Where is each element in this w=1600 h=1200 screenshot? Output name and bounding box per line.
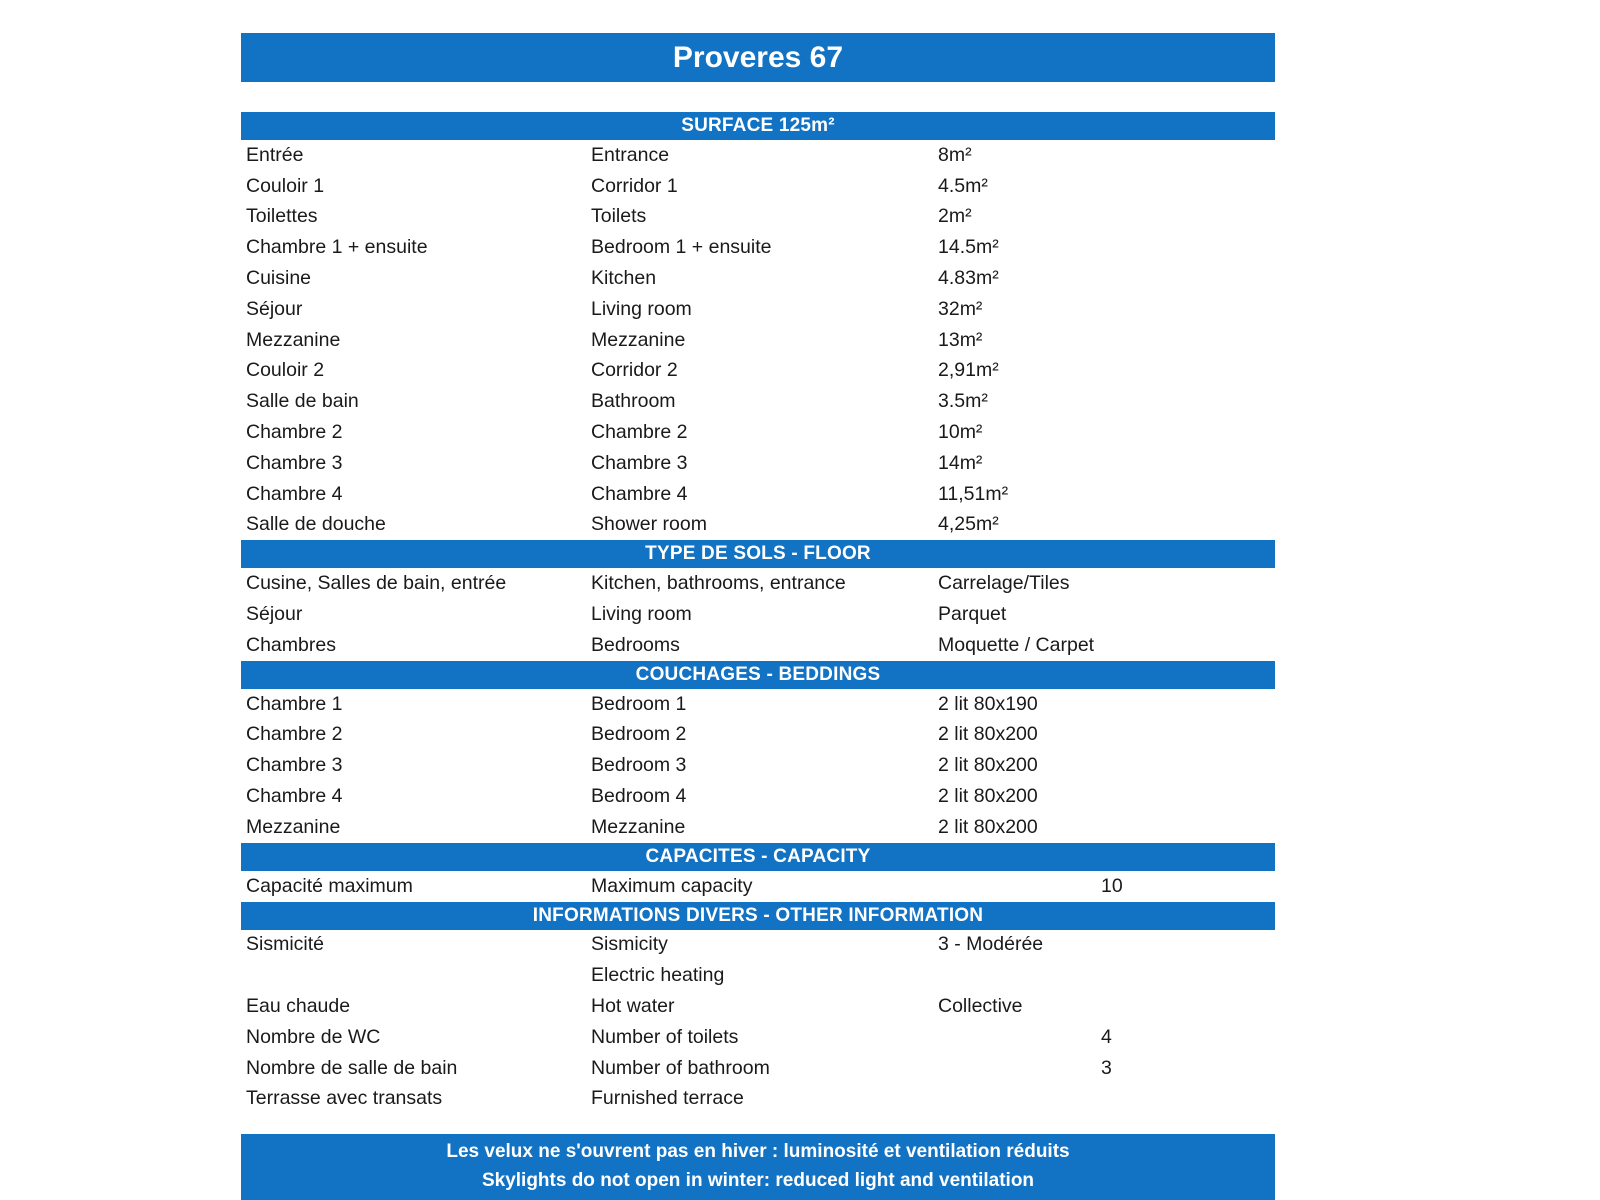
label-fr: Eau chaude [246,995,351,1018]
label-en: Bathroom [591,390,676,413]
beddings-rows [241,689,1275,843]
label-fr: Cuisine [246,267,312,290]
label-fr: Toilettes [246,205,318,228]
table-row [241,356,1275,387]
label-en: Bedrooms [591,633,680,656]
table-row [241,386,1275,417]
section-header-other-info: INFORMATIONS DIVERS - OTHER INFORMATION [241,902,1275,930]
label-fr: Chambre 2 [246,421,343,444]
label-en: Mezzanine [591,815,686,838]
table-row [241,171,1275,202]
value: 2,91m² [938,359,999,382]
label-en: Electric heating [591,964,725,987]
value: 2m² [938,205,972,228]
label-en: Sismicity [591,933,668,956]
value: Parquet [938,603,1007,626]
label-en: Chambre 3 [591,451,688,474]
label-fr: Mezzanine [246,815,341,838]
section-header-capacity: CAPACITES - CAPACITY [241,843,1275,871]
value: 2 lit 80x200 [938,815,1038,838]
value: 10m² [938,421,983,444]
label-en: Bedroom 1 + ensuite [591,236,772,259]
section-header-floors: TYPE DE SOLS - FLOOR [241,540,1275,568]
table-row [241,750,1275,781]
label-en: Bedroom 2 [591,723,687,746]
label-en: Furnished terrace [591,1087,744,1110]
value: Carrelage/Tiles [938,572,1070,595]
page-title: Proveres 67 [241,33,1275,82]
label-fr: Chambres [246,633,336,656]
table-row [241,417,1275,448]
label-fr: Chambre 4 [246,785,343,808]
table-row [241,510,1275,541]
label-fr: Entrée [246,143,304,166]
table-row [241,812,1275,843]
label-en: Living room [591,297,692,320]
value-number: 3 [1101,1056,1112,1079]
footer-note-fr: Les velux ne s'ouvrent pas en hiver : luminosité et ventilation réduits [446,1141,1070,1163]
value-number: 10 [1101,874,1123,897]
label-fr: Chambre 1 + ensuite [246,236,428,259]
value: 13m² [938,328,983,351]
table-row [241,599,1275,630]
label-en: Toilets [591,205,647,228]
value: 8m² [938,143,972,166]
table-row [241,1053,1275,1084]
table-row [241,202,1275,233]
label-en: Number of bathroom [591,1056,770,1079]
label-en: Corridor 1 [591,174,678,197]
table-row [241,232,1275,263]
floors-rows [241,568,1275,660]
value: 3 - Modérée [938,933,1044,956]
table-row [241,930,1275,961]
value: Collective [938,995,1023,1018]
table-row [241,781,1275,812]
table-row [241,294,1275,325]
label-fr: Chambre 4 [246,482,343,505]
value: 2 lit 80x200 [938,754,1038,777]
value: 11,51m² [938,482,1009,505]
table-row [241,140,1275,171]
label-en: Kitchen [591,267,657,290]
table-row [241,1084,1275,1115]
label-en: Number of toilets [591,1025,739,1048]
table-row [241,960,1275,991]
value: 2 lit 80x200 [938,723,1038,746]
label-fr: Chambre 1 [246,692,343,715]
label-fr: Terrasse avec transats [246,1087,443,1110]
table-row [241,325,1275,356]
value: 4.83m² [938,267,999,290]
label-fr: Séjour [246,603,303,626]
label-en: Bedroom 4 [591,785,687,808]
table-row [241,991,1275,1022]
label-fr: Capacité maximum [246,874,413,897]
value: 4.5m² [938,174,988,197]
label-fr: Nombre de salle de bain [246,1056,458,1079]
label-fr: Salle de douche [246,513,386,536]
surface-rows [241,140,1275,540]
capacity-rows [241,871,1275,902]
label-fr: Séjour [246,297,303,320]
value: 2 lit 80x200 [938,785,1038,808]
label-en: Maximum capacity [591,874,753,897]
label-en: Corridor 2 [591,359,678,382]
footer-note [241,1134,1275,1200]
property-sheet [241,33,1275,1200]
table-row [241,448,1275,479]
table-row [241,479,1275,510]
label-fr: Couloir 2 [246,359,325,382]
table-row [241,263,1275,294]
label-fr: Cusine, Salles de bain, entrée [246,572,507,595]
label-en: Chambre 4 [591,482,688,505]
label-fr: Chambre 3 [246,451,343,474]
table-row [241,568,1275,599]
value: 3.5m² [938,390,988,413]
value: 14.5m² [938,236,999,259]
other-info-rows [241,930,1275,1115]
label-en: Living room [591,603,692,626]
value: 14m² [938,451,983,474]
label-en: Kitchen, bathrooms, entrance [591,572,846,595]
label-fr: Chambre 3 [246,754,343,777]
label-en: Bedroom 3 [591,754,687,777]
footer-note-en: Skylights do not open in winter: reduced light and ventilation [481,1170,1035,1192]
label-en: Mezzanine [591,328,686,351]
label-fr: Chambre 2 [246,723,343,746]
value: 4,25m² [938,513,999,536]
label-fr: Sismicité [246,933,325,956]
label-en: Bedroom 1 [591,692,687,715]
label-en: Hot water [591,995,675,1018]
label-en: Shower room [591,513,707,536]
label-en: Entrance [591,143,670,166]
table-row [241,871,1275,902]
section-header-surface: SURFACE 125m² [241,112,1275,140]
table-row [241,689,1275,720]
table-row [241,1022,1275,1053]
value: 2 lit 80x190 [938,692,1038,715]
table-row [241,720,1275,751]
label-fr: Mezzanine [246,328,341,351]
value: Moquette / Carpet [938,633,1095,656]
section-header-beddings: COUCHAGES - BEDDINGS [241,661,1275,689]
label-en: Chambre 2 [591,421,688,444]
label-fr: Nombre de WC [246,1025,381,1048]
value-number: 4 [1101,1025,1112,1048]
value: 32m² [938,297,983,320]
label-fr: Salle de bain [246,390,359,413]
table-row [241,630,1275,661]
label-fr: Couloir 1 [246,174,325,197]
